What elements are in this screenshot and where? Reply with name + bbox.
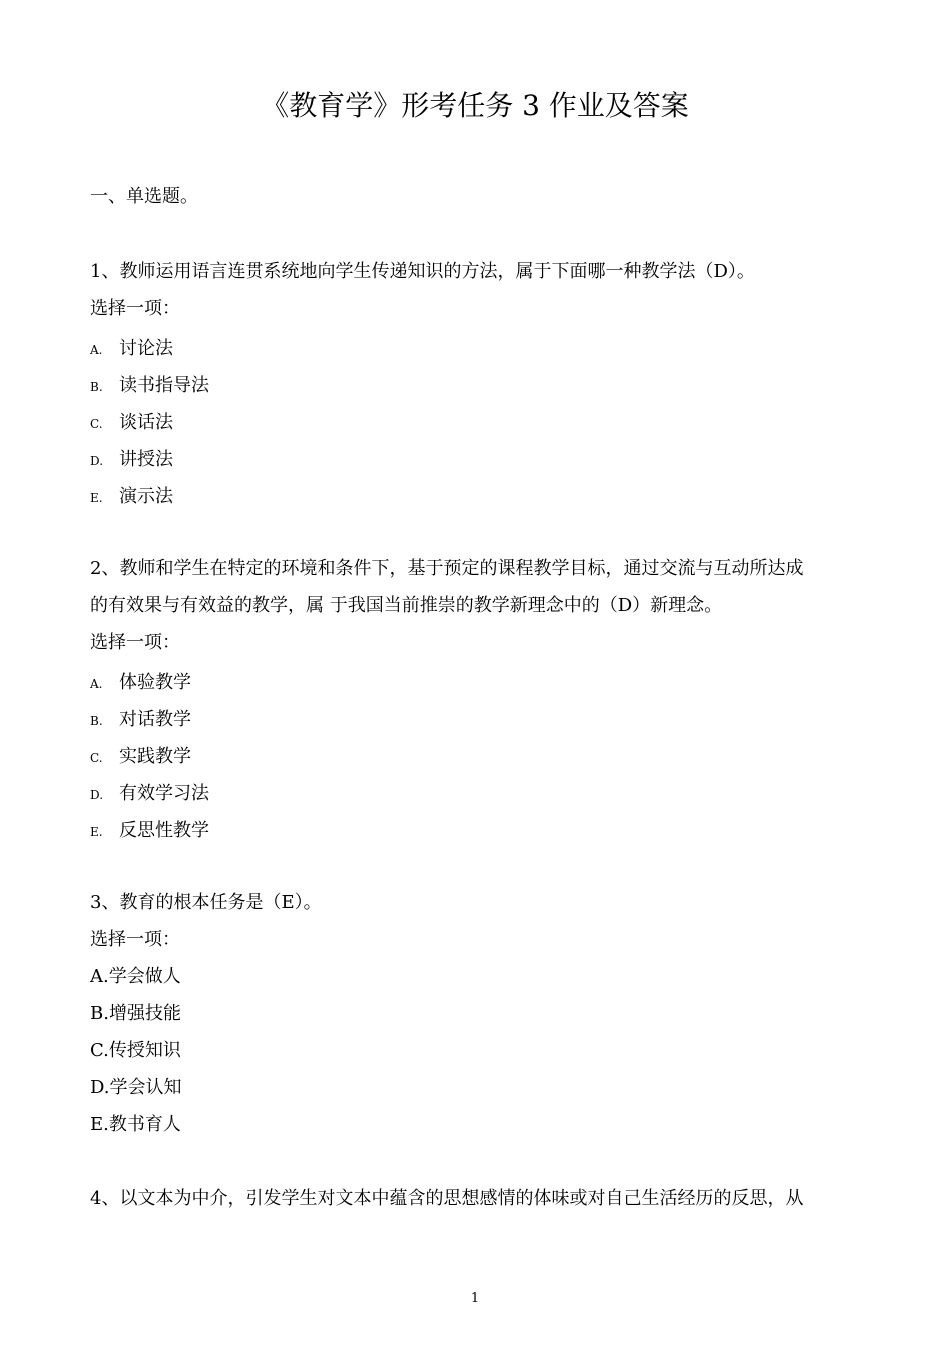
option-letter: D. (90, 454, 104, 468)
question-3-option-d[interactable]: D.学会认知 (90, 1077, 182, 1098)
section-heading: 一、单选题。 (90, 186, 198, 207)
question-1-option-b[interactable] (90, 374, 860, 399)
question-2-option-e[interactable] (90, 819, 860, 844)
option-text: 读书指导法 (119, 375, 209, 396)
question-2-option-c[interactable] (90, 745, 860, 770)
option-letter: C. (90, 751, 103, 765)
question-3-option-e[interactable]: E.教书育人 (90, 1114, 181, 1135)
option-text: 体验教学 (119, 672, 191, 693)
option-letter: B. (90, 380, 103, 394)
question-2-option-a[interactable] (90, 671, 860, 696)
question-1-option-a[interactable] (90, 337, 860, 362)
question-1-stem: 1、教师运用语言连贯系统地向学生传递知识的方法，属于下面哪一种教学法（D）。 (90, 261, 755, 282)
question-1-option-e[interactable] (90, 485, 860, 510)
question-2-stem-line-2: 的有效果与有效益的教学，属 于我国当前推崇的教学新理念中的（D）新理念。 (90, 595, 723, 616)
question-1-option-d[interactable] (90, 448, 860, 473)
option-letter: A. (90, 343, 103, 357)
option-text: 讨论法 (119, 338, 173, 359)
option-text: 演示法 (119, 486, 173, 507)
option-text: 对话教学 (119, 709, 191, 730)
question-2-choose-one: 选择一项： (90, 632, 180, 653)
question-2-stem-line-1: 2、教师和学生在特定的环境和条件下，基于预定的课程教学目标，通过交流与互动所达成 (90, 558, 804, 579)
question-3-stem: 3、教育的根本任务是（E）。 (90, 892, 322, 913)
question-2-option-d[interactable] (90, 782, 860, 807)
option-text: 讲授法 (119, 449, 173, 470)
question-1-option-c[interactable] (90, 411, 860, 436)
option-letter: E. (90, 825, 103, 839)
option-letter: C. (90, 417, 103, 431)
option-letter: A. (90, 677, 103, 691)
question-3-choose-one: 选择一项： (90, 929, 180, 950)
option-text: 实践教学 (119, 746, 191, 767)
question-3-option-b[interactable]: B.增强技能 (90, 1003, 181, 1024)
option-letter: D. (90, 788, 104, 802)
page-number: 1 (470, 1291, 480, 1306)
option-text: 谈话法 (119, 412, 173, 433)
document-title: 《教育学》形考任务 3 作业及答案 (261, 89, 689, 122)
question-2-option-b[interactable] (90, 708, 860, 733)
option-text: 反思性教学 (119, 820, 209, 841)
question-3-option-c[interactable]: C.传授知识 (90, 1040, 181, 1061)
option-letter: E. (90, 491, 103, 505)
option-text: 有效学习法 (119, 783, 209, 804)
question-3-option-a[interactable]: A.学会做人 (90, 966, 181, 987)
question-4-stem-line-1: 4、以文本为中介，引发学生对文本中蕴含的思想感情的体味或对自己生活经历的反思，从 (90, 1188, 804, 1209)
option-letter: B. (90, 714, 103, 728)
question-1-choose-one: 选择一项： (90, 298, 180, 319)
